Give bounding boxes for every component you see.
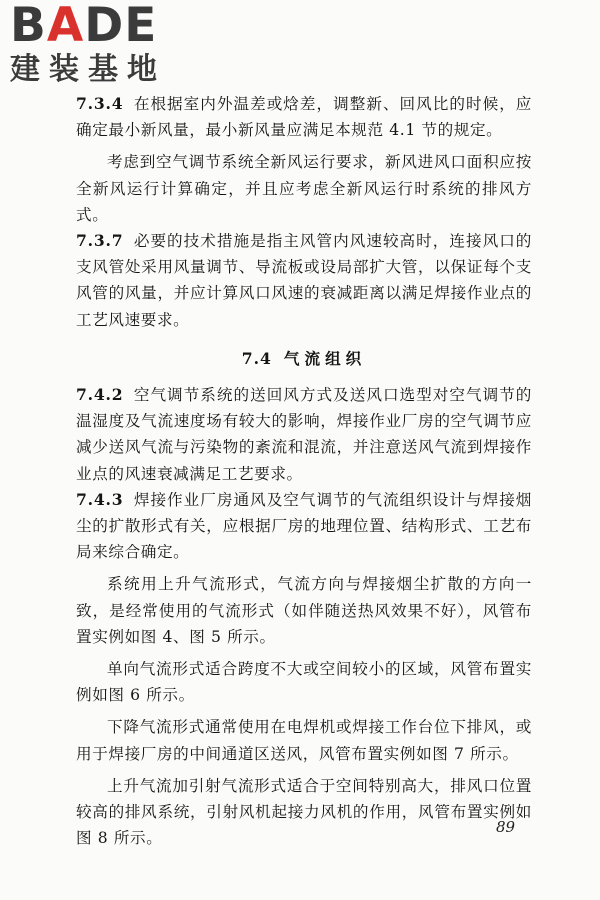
clause-text: 焊接作业厂房通风及空气调节的气流组织设计与焊接烟尘的扩散形式有关，应根据厂房的地理位置、结构形式、工艺布局来综合确定。: [76, 490, 532, 562]
logo-letter-b: B: [10, 0, 47, 53]
clause-7-3-7: [76, 228, 532, 333]
section-heading: [76, 346, 532, 372]
clause-text: 必要的技术措施是指主风管内风速较高时，连接风口的支风管处采用风量调节、导流板或设局部扩大管，以保证每个支风管的风量，并应计算风口风速的衰减距离以满足焊接作业点的工艺风速要求。: [76, 232, 532, 329]
paragraph: 单向气流形式适合跨度不大或空间较小的区域，风管布置实例如图 6 所示。: [76, 660, 532, 705]
paragraph: 系统用上升气流形式，气流方向与焊接烟尘扩散的方向一致，是经常使用的气流形式（如伴随送热风效果不好），风管布置实例如图 4、图 5 所示。: [76, 575, 532, 646]
paragraph: 下降气流形式通常使用在电焊机或焊接工作台位下排风，或用于焊接厂房的中间通道区送风，风管布置实例如图 7 所示。: [76, 718, 532, 763]
logo-subtitle: 建装基地: [10, 52, 166, 87]
clause-7-3-4: [76, 91, 532, 143]
paragraph: 上升气流加引射气流形式适合于空间特别高大，排风口位置较高的排风系统，引射风机起接力风机的作用，风管布置实例如图 8 所示。: [76, 776, 532, 848]
page-content: [76, 91, 532, 851]
paragraph: 考虑到空气调节系统全新风运行要求，新风进风口面积应按全新风运行计算确定，并且应考虑全新风运行时系统的排风方式。: [76, 153, 532, 224]
site-logo: [10, 2, 178, 88]
page-number: 89: [496, 818, 516, 836]
clause-text: 在根据室内外温差或焓差，调整新、回风比的时候，应确定最小新风量，最小新风量应满足本规范 4.1 节的规定。: [76, 95, 532, 140]
logo-letter-a: A: [46, 0, 85, 53]
clause-7-4-3: [76, 487, 532, 566]
clause-number: 7.3.4: [76, 94, 124, 113]
clause-number: 7.3.7: [76, 231, 124, 251]
logo-letters-de: DE: [84, 0, 158, 53]
clause-7-4-2: [76, 382, 532, 487]
section-title: 气流组织: [283, 348, 367, 368]
clause-number: 7.4.3: [76, 489, 124, 509]
clause-number: 7.4.2: [76, 385, 124, 405]
logo-wordmark: [10, 0, 178, 53]
section-number: 7.4: [241, 348, 272, 368]
clause-text: 空气调节系统的送回风方式及送风口选型对空气调节的温湿度及气流速度场有较大的影响，焊接作业厂房的空气调节应减少送风气流与污染物的紊流和混流，并注意送风气流到焊接作业点的风速衰减满足工艺要求。: [76, 386, 532, 483]
